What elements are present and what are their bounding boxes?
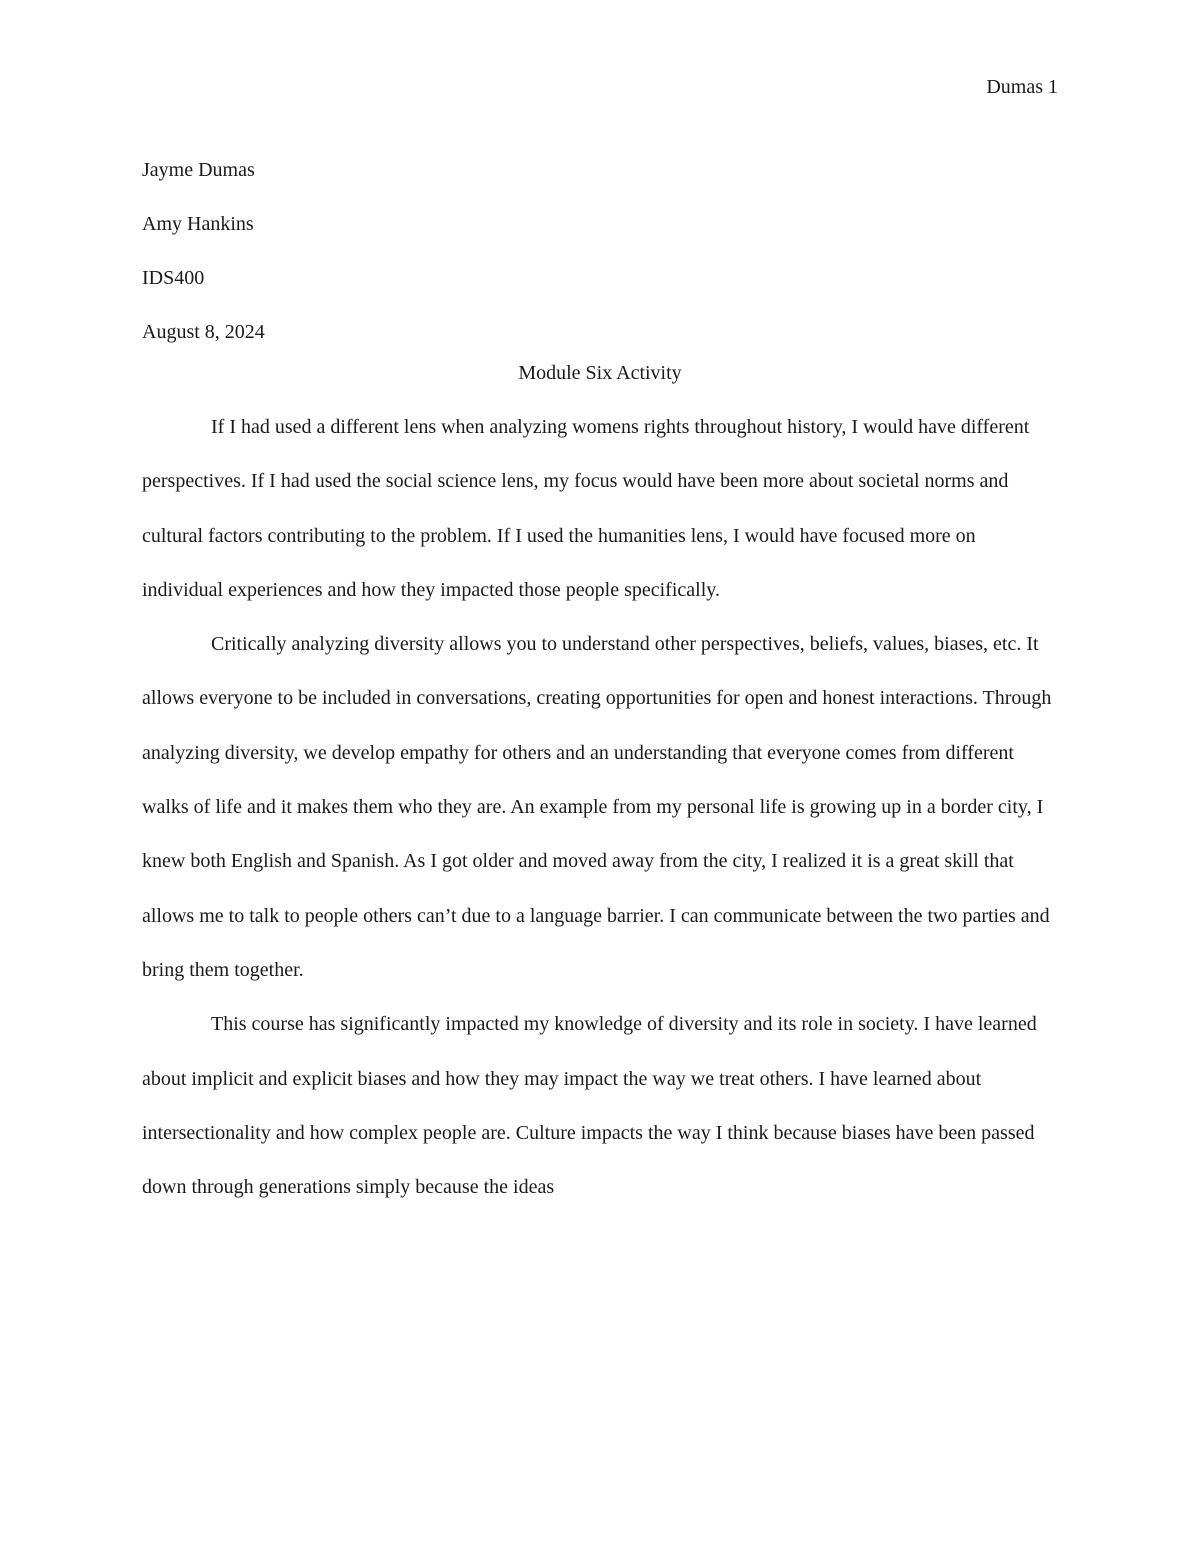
document-body xyxy=(142,400,1058,1214)
student-name: Jayme Dumas xyxy=(142,159,255,181)
running-head: Dumas 1 xyxy=(986,76,1058,98)
submission-date: August 8, 2024 xyxy=(142,321,265,343)
document-title: Module Six Activity xyxy=(518,362,682,384)
mla-heading xyxy=(142,143,1058,359)
body-paragraph-1: If I had used a different lens when analyzing womens rights throughout history, I would have different perspectives. If I had used the social science lens, my focus would have been more about societal norms and cultural factors contributing to the problem. If I used the humanities lens, I would have focused more on individual experiences and how they impacted those people specifically. xyxy=(142,416,1030,601)
body-paragraph-3: This course has significantly impacted my knowledge of diversity and its role in society. I have learned about implicit and explicit biases and how they may impact the way we treat others. I have learned about intersectionality and how complex people are. Culture impacts the way I think because biases have been passed down through generations simply because the ideas xyxy=(142,1013,1037,1199)
instructor-name: Amy Hankins xyxy=(142,213,254,235)
course-code: IDS400 xyxy=(142,267,205,289)
body-paragraph-2: Critically analyzing diversity allows you to understand other perspectives, beliefs, values, biases, etc. It allows everyone to be included in conversations, creating opportunities for open and honest interactions. Through analyzing diversity, we develop empathy for others and an understanding that everyone comes from different walks of life and it makes them who they are. An example from my personal life is growing up in a border city, I knew both English and Spanish. As I got older and moved away from the city, I realized it is a great skill that allows me to talk to people others can’t due to a language barrier. I can communicate between the two parties and bring them together. xyxy=(142,633,1052,981)
